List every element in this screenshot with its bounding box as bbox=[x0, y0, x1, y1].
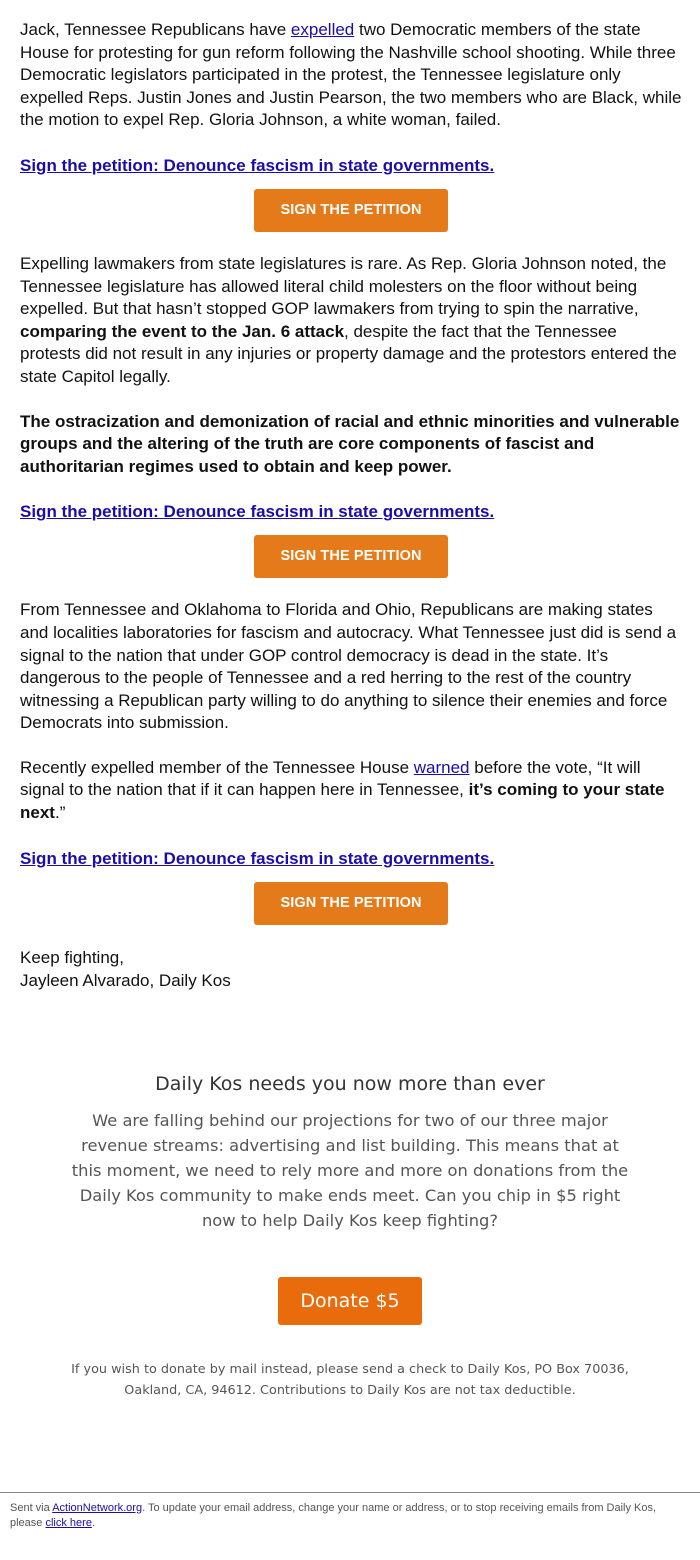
unsubscribe-link[interactable]: click here bbox=[45, 1517, 92, 1529]
petition-link-1[interactable]: Sign the petition: Denounce fascism in state governments. bbox=[20, 155, 495, 175]
petition-link-3[interactable]: Sign the petition: Denounce fascism in state governments. bbox=[20, 848, 495, 868]
actionnetwork-link[interactable]: ActionNetwork.org bbox=[52, 1502, 143, 1514]
expelled-link[interactable]: expelled bbox=[290, 20, 355, 39]
donate-button[interactable]: Donate $5 bbox=[278, 1277, 422, 1325]
petition-link-2[interactable]: Sign the petition: Denounce fascism in state governments. bbox=[20, 502, 495, 522]
appeal-body: We are falling behind our projections for two of our three major revenue streams: advertising and list building. This means that at this moment, we need to rely more and more on donations from the Daily Kos community to make ends meet. Can you chip in $5 right now to help Daily Kos keep fighting? bbox=[71, 1111, 629, 1230]
appeal-title: Daily Kos needs you now more than ever bbox=[155, 1073, 545, 1095]
mail-donation-note: If you wish to donate by mail instead, please send a check to Daily Kos, PO Box 70036, Oakland, CA, 94612. Contributions to Daily Kos are not tax deductible. bbox=[71, 1362, 629, 1398]
warned-link[interactable]: warned bbox=[413, 757, 470, 777]
footer: Sent via ActionNetwork.org. To update your email address, change your name or address, or to stop receiving emails from Daily Kos, please click here. bbox=[10, 1502, 657, 1529]
signature: Jayleen Alvarado, Daily Kos bbox=[20, 970, 231, 990]
footer-divider bbox=[0, 1492, 700, 1493]
sign-petition-button-1[interactable]: SIGN THE PETITION bbox=[254, 189, 448, 232]
fascism-statement: The ostracization and demonization of racial and ethnic minorities and vulnerable groups and the altering of the truth are core components of fascist and authoritarian regimes used to obtain and keep power. bbox=[20, 411, 680, 476]
sign-petition-button-3[interactable]: SIGN THE PETITION bbox=[254, 882, 448, 925]
expelling-paragraph: Expelling lawmakers from state legislatures is rare. As Rep. Gloria Johnson noted, the Tennessee legislature has allowed literal child molesters on the floor without being expelled. But that hasn’t stopped GOP lawmakers from trying to spin the narrative, comparing the event to the Jan. 6 attack, despite the fact that the Tennessee protests did not result in any injuries or property damage and the protestors entered the state Capitol legally. bbox=[20, 253, 677, 386]
intro-paragraph: Jack, Tennessee Republicans have expelled two Democratic members of the state House for protesting for gun reform following the Nashville school shooting. While three Democratic legislators participated in the protest, the Tennessee legislature only expelled Reps. Justin Jones and Justin Pearson, the two members who are Black, while the motion to expel Rep. Gloria Johnson, a white woman, failed. bbox=[20, 20, 682, 130]
warning-quote-paragraph: Recently expelled member of the Tennessee House warned before the vote, “It will signal to the nation that if it can happen here in Tennessee, it’s coming to your state next.” bbox=[20, 757, 665, 823]
laboratories-paragraph: From Tennessee and Oklahoma to Florida and Ohio, Republicans are making states and localities laboratories for fascism and autocracy. What Tennessee just did is send a signal to the nation that under GOP control democracy is dead in the state. It’s dangerous to the people of Tennessee and a red herring to the rest of the country witnessing a Republican party willing to do anything to silence their enemies and force Democrats into submission. bbox=[20, 600, 677, 733]
signoff bbox=[20, 946, 682, 992]
signoff-line: Keep fighting, bbox=[20, 947, 124, 967]
email-body bbox=[20, 0, 682, 992]
sign-petition-button-2[interactable]: SIGN THE PETITION bbox=[254, 535, 448, 578]
